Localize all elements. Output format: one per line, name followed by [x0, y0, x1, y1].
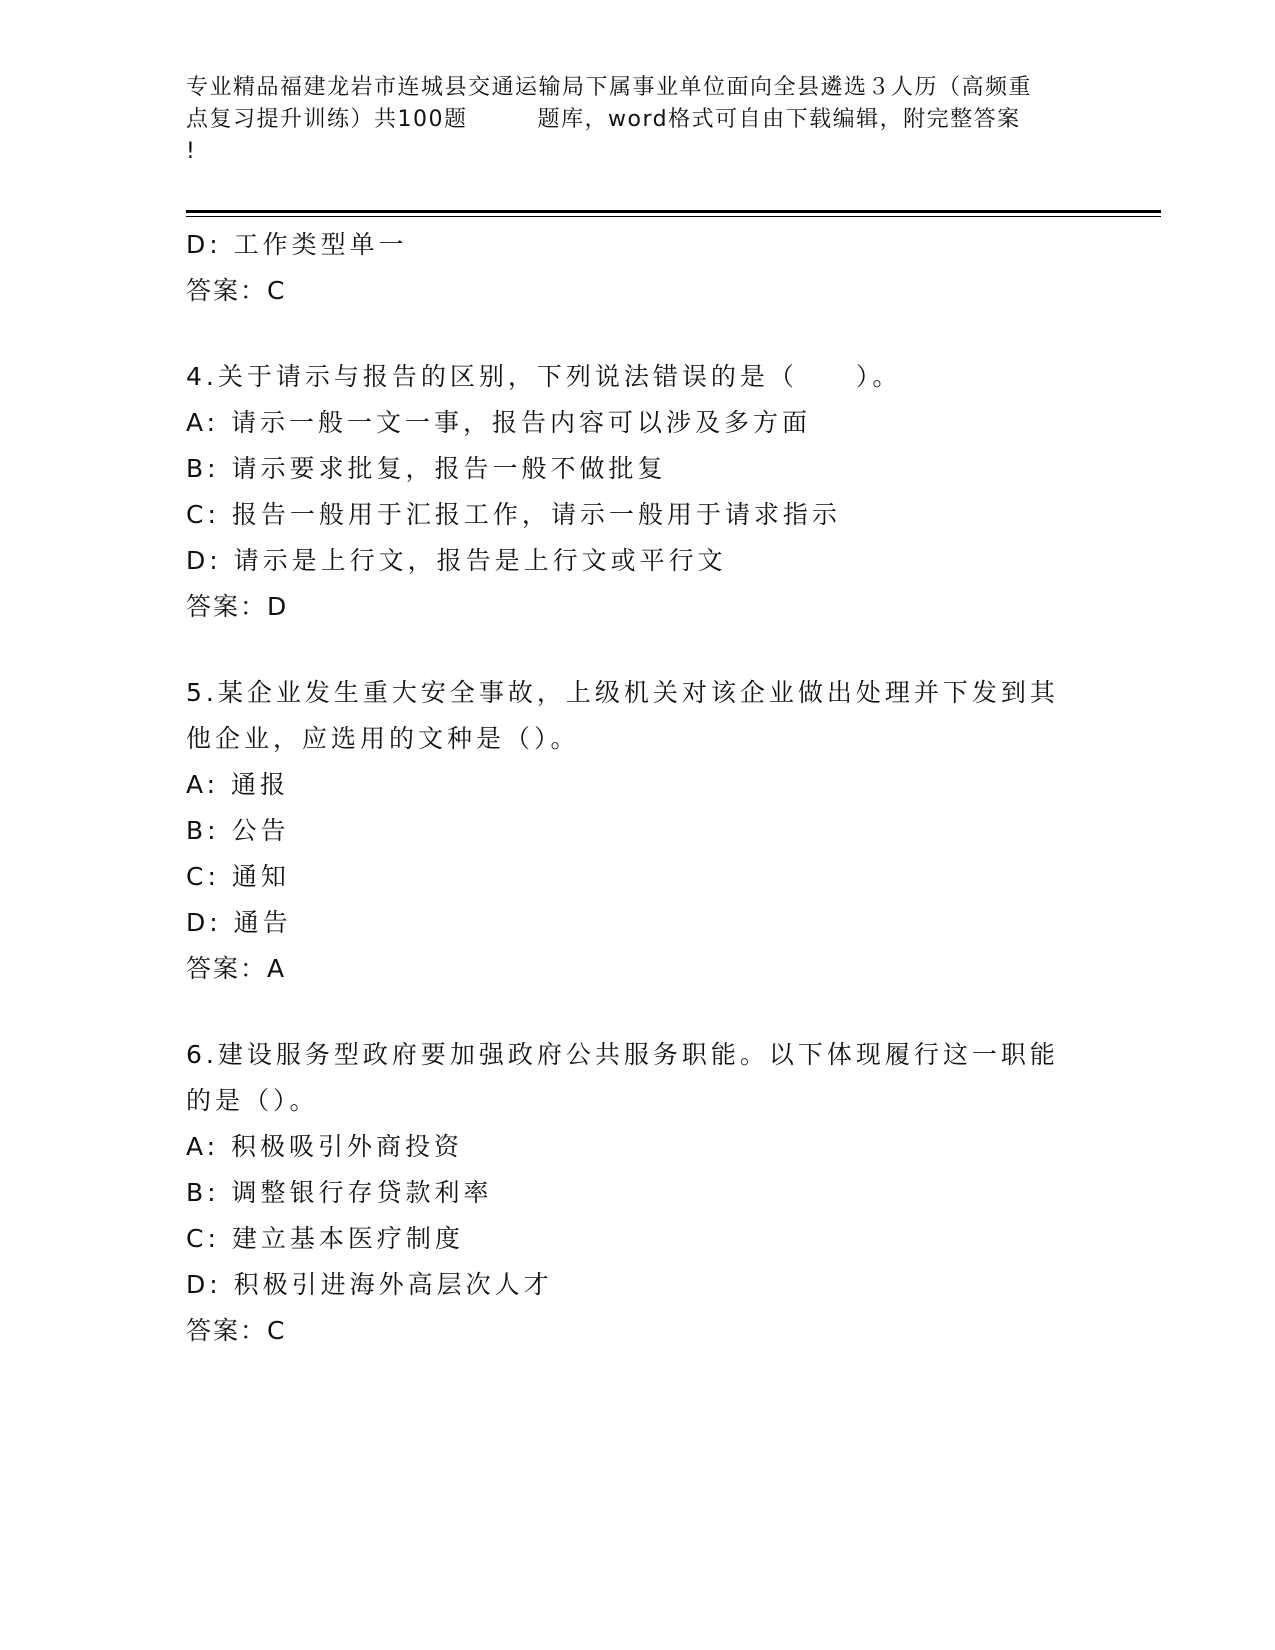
- question-text-line-2: 他企业，应选用的文种是（）。: [186, 724, 580, 753]
- option-d: D: 通告: [186, 908, 292, 937]
- option-b: B: 请示要求批复，报告一般不做批复: [186, 454, 667, 483]
- answer-label: 答案：: [186, 954, 268, 983]
- question-5: [186, 670, 1086, 992]
- answer-line: [186, 268, 1086, 314]
- answer-line: [186, 584, 1086, 630]
- answer-line: [186, 1308, 1086, 1354]
- question-text: 4.关于请示与报告的区别，下列说法错误的是（ ）。: [186, 362, 902, 391]
- option-a: A: 积极吸引外商投资: [186, 1132, 464, 1161]
- option-c: C: 通知: [186, 862, 290, 891]
- answer-value: D: [267, 592, 287, 621]
- header-divider-thick: [186, 210, 1161, 213]
- question-4: [186, 354, 1086, 630]
- header-title-line-2: [186, 104, 1086, 136]
- question-6: [186, 1032, 1086, 1354]
- answer-value: C: [267, 1316, 285, 1345]
- question-text-line-1: 5.某企业发生重大安全事故，上级机关对该企业做出处理并下发到其: [186, 678, 1059, 707]
- answer-label: 答案：: [186, 592, 268, 621]
- option-a: A: 通报: [186, 770, 290, 799]
- answer-label: 答案：: [186, 276, 268, 305]
- header-title-part-a: 点复习提升训练）共100题: [186, 107, 468, 132]
- header-title-part-b: 题库，word格式可自由下载编辑，附完整答案: [537, 107, 1021, 132]
- option-d: D: 积极引进海外高层次人才: [186, 1270, 553, 1299]
- option-c: C: 报告一般用于汇报工作，请示一般用于请求指示: [186, 500, 841, 529]
- header-title-line-3: !: [186, 139, 197, 164]
- document-header: [186, 72, 1086, 168]
- answer-value: A: [267, 954, 285, 983]
- question-list: [186, 222, 1086, 1354]
- option-b: B: 调整银行存贷款利率: [186, 1178, 493, 1207]
- header-divider-thin: [186, 216, 1161, 217]
- option-c: C: 建立基本医疗制度: [186, 1224, 464, 1253]
- answer-line: [186, 946, 1086, 992]
- header-title-line-1: 专业精品福建龙岩市连城县交通运输局下属事业单位面向全县遴选３人历（高频重: [186, 75, 1033, 100]
- option-b: B: 公告: [186, 816, 290, 845]
- option-d: D: 请示是上行文，报告是上行文或平行文: [186, 546, 727, 575]
- question-text-line-2: 的是（）。: [186, 1086, 319, 1115]
- option-d: D: 工作类型单一: [186, 230, 408, 259]
- option-a: A: 请示一般一文一事，报告内容可以涉及多方面: [186, 408, 812, 437]
- previous-question-fragment: [186, 222, 1086, 314]
- answer-label: 答案：: [186, 1316, 268, 1345]
- question-text-line-1: 6.建设服务型政府要加强政府公共服务职能。以下体现履行这一职能: [186, 1040, 1059, 1069]
- answer-value: C: [267, 276, 285, 305]
